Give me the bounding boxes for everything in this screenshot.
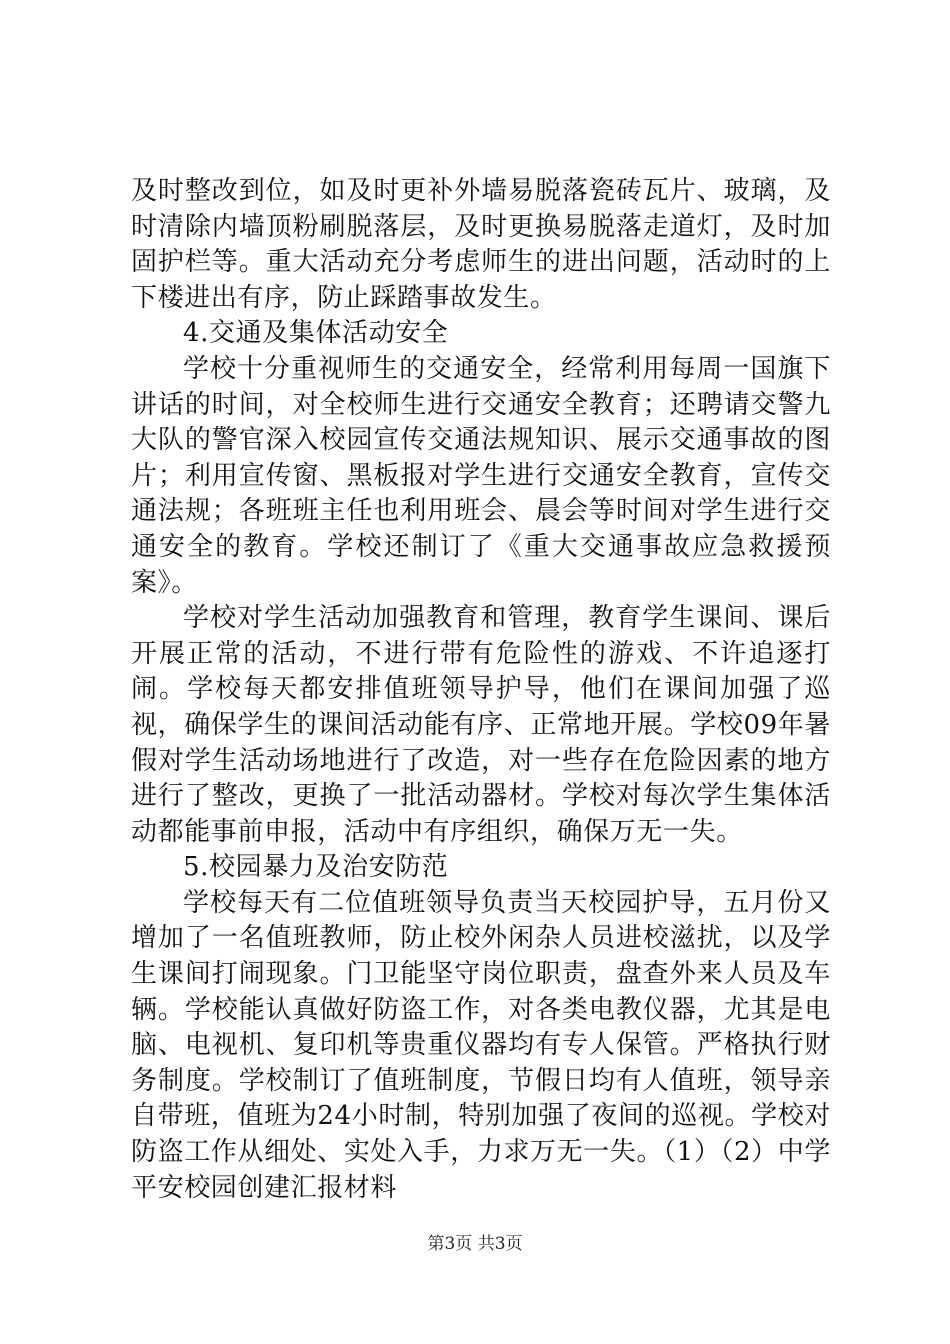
paragraph-student-activities: 学校对学生活动加强教育和管理，教育学生课间、课后开展正常的活动，不进行带有危险性的游戏、不许追逐打闹。学校每天都安排值班领导护导，他们在课间加强了巡视，确保学生的课间活动能有序、正常地开展。学校09年暑假对学生活动场地进行了改造，对一些存在危险因素的地方进行了整改，更换了一批活动器材。学校对每次学生集体活动都能事前申报，活动中有序组织，确保万无一失。	[131, 603, 831, 847]
paragraph-1: 及时整改到位，如及时更补外墙易脱落瓷砖瓦片、玻璃，及时清除内墙顶粉刷脱落层，及时更换易脱落走道灯，及时加固护栏等。重大活动充分考虑师生的进出问题，活动时的上下楼进出有序，防止踩踏事故发生。	[131, 176, 831, 313]
section-heading-5: 5.校园暴力及治安防范	[183, 852, 449, 883]
document-body	[131, 174, 831, 1206]
paragraph-security: 学校每天有二位值班领导负责当天校园护导，五月份又增加了一名值班教师，防止校外闲杂人员进校滋扰，以及学生课间打闹现象。门卫能坚守岗位职责，盘查外来人员及车辆。学校能认真做好防盗工作，对各类电教仪器，尤其是电脑、电视机、复印机等贵重仪器均有专人保管。严格执行财务制度。学校制订了值班制度，节假日均有人值班，领导亲自带班，值班为24小时制，特别加强了夜间的巡视。学校对防盗工作从细处、实处入手，力求万无一失。（1）（2）中学平安校园创建汇报材料	[131, 887, 831, 1203]
section-heading-4: 4.交通及集体活动安全	[183, 318, 449, 349]
page-footer: 第3页 共3页	[427, 1234, 523, 1254]
paragraph-traffic-safety: 学校十分重视师生的交通安全，经常利用每周一国旗下讲话的时间，对全校师生进行交通安全教育；还聘请交警九大队的警官深入校园宣传交通法规知识、展示交通事故的图片；利用宣传窗、黑板报对学生进行交通安全教育，宣传交通法规；各班班主任也利用班会、晨会等时间对学生进行交通安全的教育。学校还制订了《重大交通事故应急救援预案》。	[131, 353, 831, 598]
